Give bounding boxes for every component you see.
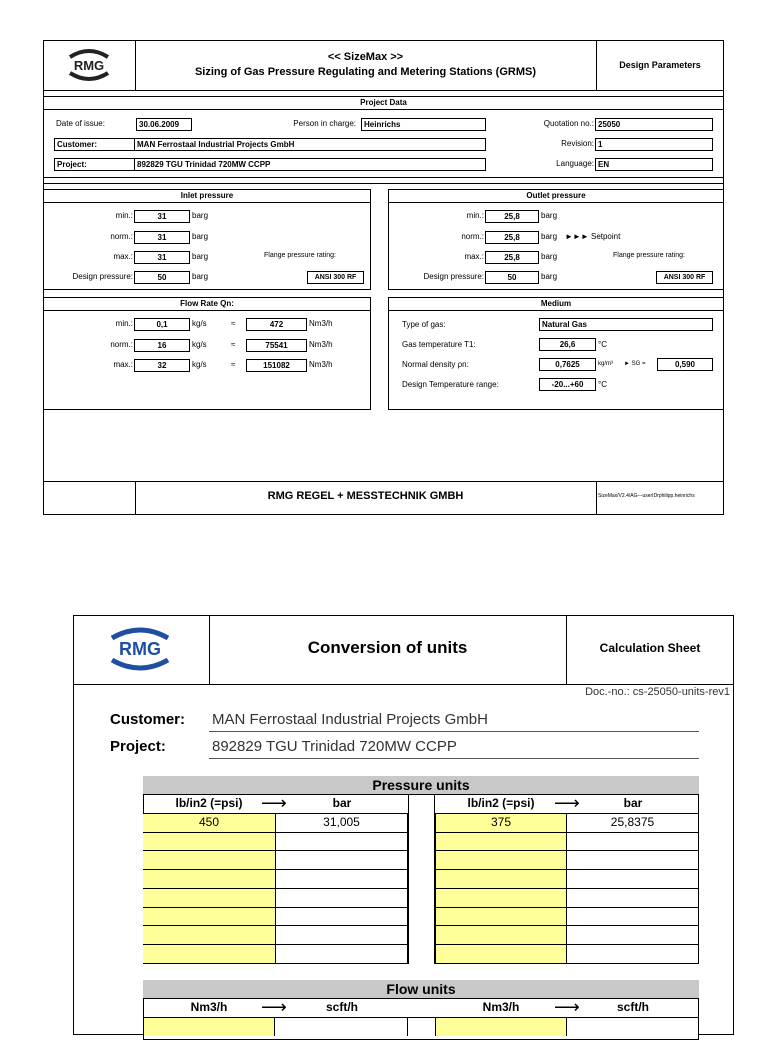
design-parameters-label: Design Parameters [619, 60, 701, 70]
inlet-norm-field[interactable]: 31 [134, 231, 190, 244]
calculation-sheet-label: Calculation Sheet [599, 641, 701, 655]
flow-min-nm3-field[interactable]: 472 [246, 318, 307, 331]
customer-label: Customer: [54, 138, 135, 151]
flow-rate-panel [43, 297, 371, 410]
outlet-design-unit: barg [541, 272, 558, 281]
customer-value: MAN Ferrostaal Industrial Projects GmbH [212, 711, 488, 728]
date-field[interactable]: 30.06.2009 [136, 118, 192, 131]
pressure-psi-input[interactable] [435, 944, 567, 963]
column-gap [408, 795, 435, 964]
project-label: Project: [54, 158, 135, 171]
pressure-bar-output [567, 925, 699, 944]
sg-label: ► SG = [624, 361, 646, 367]
pressure-psi-input[interactable] [435, 869, 567, 888]
flow-max-label: max.: [113, 360, 133, 369]
sg-field[interactable]: 0,590 [657, 358, 713, 371]
inlet-design-label: Design pressure: [72, 272, 133, 281]
flow-output-cell [275, 1018, 408, 1036]
pressure-bar-output [276, 907, 408, 926]
pressure-psi-input[interactable] [143, 888, 276, 907]
outlet-min-unit: barg [541, 211, 558, 220]
outlet-norm-field[interactable]: 25,8 [485, 231, 539, 244]
outlet-pressure-header: Outlet pressure [526, 191, 586, 200]
approx-symbol: ≈ [231, 360, 236, 369]
pressure-bar-output [567, 850, 699, 869]
inlet-max-field[interactable]: 31 [134, 251, 190, 264]
project-data-header: Project Data [360, 98, 407, 107]
footer-path: SizeMax/V2.4/AG---userIDrphilipp.heinrichs [598, 493, 695, 499]
flow-col-scft: scft/h [325, 1000, 358, 1014]
pressure-col-psi: lb/in2 (=psi) [467, 796, 535, 810]
pressure-psi-input[interactable] [143, 944, 276, 963]
quotation-label: Quotation no.: [543, 119, 594, 128]
inlet-max-unit: barg [192, 252, 209, 261]
inlet-norm-unit: barg [192, 232, 209, 241]
flow-norm-kg-field[interactable]: 16 [134, 339, 190, 352]
svg-text:RMG: RMG [119, 639, 161, 659]
arrow-icon: ⟶ [554, 997, 580, 1017]
divider [43, 90, 724, 91]
pressure-bar-output [276, 850, 408, 869]
conversion-title: Conversion of units [307, 638, 468, 657]
gas-type-field[interactable]: Natural Gas [539, 318, 713, 331]
pressure-col-bar: bar [623, 796, 643, 810]
pressure-bar-output [567, 944, 699, 963]
outlet-max-field[interactable]: 25,8 [485, 251, 539, 264]
pressure-bar-output [567, 907, 699, 926]
quotation-field[interactable]: 25050 [595, 118, 713, 131]
pressure-bar-output [567, 869, 699, 888]
pressure-psi-input[interactable] [435, 832, 567, 851]
divider [43, 310, 371, 311]
flow-kg-unit: kg/s [192, 340, 207, 349]
inlet-design-field[interactable]: 50 [134, 271, 190, 284]
divider [73, 684, 734, 685]
language-label: Language: [556, 159, 594, 168]
divider [388, 310, 724, 311]
pressure-bar-output [276, 925, 408, 944]
inlet-flange-label: Flange pressure rating: [264, 252, 336, 259]
medium-header: Medium [540, 299, 572, 308]
inlet-flange-field[interactable]: ANSI 300 RF [307, 271, 364, 284]
outlet-norm-label: norm.: [461, 232, 484, 241]
flow-nm3-unit: Nm3/h [309, 360, 333, 369]
flow-nm3-unit: Nm3/h [309, 319, 333, 328]
outlet-flange-label: Flange pressure rating: [613, 252, 685, 259]
pressure-psi-input[interactable]: 450 [143, 813, 276, 832]
setpoint-marker: ►►► Setpoint [565, 232, 621, 241]
gas-temp-label: Gas temperature T1: [402, 340, 476, 349]
outlet-min-label: min.: [466, 211, 484, 220]
gas-temp-field[interactable]: 26,6 [539, 338, 596, 351]
pressure-bar-output: 25,8375 [567, 813, 699, 832]
approx-symbol: ≈ [231, 319, 236, 328]
inlet-design-unit: barg [192, 272, 209, 281]
inlet-pressure-header: Inlet pressure [180, 191, 234, 200]
flow-min-kg-field[interactable]: 0,1 [134, 318, 190, 331]
approx-symbol: ≈ [231, 340, 236, 349]
pressure-psi-input[interactable] [143, 850, 276, 869]
project-label: Project: [110, 738, 166, 755]
outlet-min-field[interactable]: 25,8 [485, 210, 539, 223]
flow-norm-label: norm.: [110, 340, 133, 349]
flow-min-label: min.: [115, 319, 133, 328]
design-temp-label: Design Temperature range: [402, 380, 499, 389]
pressure-bar-output: 31,005 [276, 813, 408, 832]
pressure-psi-input[interactable] [143, 869, 276, 888]
pressure-bar-output [276, 832, 408, 851]
flow-max-kg-field[interactable]: 32 [134, 359, 190, 372]
medium-panel [388, 297, 724, 410]
gas-type-label: Type of gas: [402, 320, 446, 329]
pressure-bar-output [276, 888, 408, 907]
pressure-psi-input[interactable] [143, 925, 276, 944]
pressure-bar-output [567, 888, 699, 907]
outlet-design-field[interactable]: 50 [485, 271, 539, 284]
doc-number: Doc.-no.: cs-25050-units-rev1 [585, 686, 730, 698]
divider [43, 481, 724, 482]
inlet-min-field[interactable]: 31 [134, 210, 190, 223]
revision-label: Revision: [561, 139, 594, 148]
flow-kg-unit: kg/s [192, 360, 207, 369]
outlet-norm-unit: barg [541, 232, 558, 241]
customer-label: Customer: [110, 711, 186, 728]
arrow-icon: ⟶ [261, 997, 287, 1017]
pressure-psi-input[interactable] [143, 907, 276, 926]
outlet-design-label: Design pressure: [423, 272, 484, 281]
divider [596, 481, 597, 515]
divider [43, 96, 724, 97]
design-temp-field[interactable]: -20...+60 [539, 378, 596, 391]
pressure-bar-output [567, 832, 699, 851]
inlet-min-unit: barg [192, 211, 209, 220]
rmg-logo [104, 625, 176, 673]
pressure-psi-input[interactable]: 375 [435, 813, 567, 832]
project-field[interactable]: 892829 TGU Trinidad 720MW CCPP [134, 158, 486, 171]
density-unit: kg/m³ [598, 361, 613, 367]
flow-input-cell[interactable] [435, 1018, 567, 1036]
arrow-icon: ⟶ [261, 793, 287, 813]
flow-kg-unit: kg/s [192, 319, 207, 328]
outlet-max-label: max.: [464, 252, 484, 261]
divider [43, 183, 724, 184]
divider [43, 109, 724, 110]
svg-text:RMG: RMG [73, 58, 105, 73]
density-field[interactable]: 0,7625 [539, 358, 596, 371]
pressure-psi-input[interactable] [435, 850, 567, 869]
flow-nm3-unit: Nm3/h [309, 340, 333, 349]
pressure-bar-output [276, 869, 408, 888]
divider [43, 202, 371, 203]
divider [43, 177, 724, 178]
gas-temp-unit: °C [598, 340, 607, 349]
inlet-min-label: min.: [115, 211, 133, 220]
footer-company: RMG REGEL + MESSTECHNIK GMBH [267, 490, 464, 502]
outlet-max-unit: barg [541, 252, 558, 261]
underline [209, 731, 699, 732]
inlet-max-label: max.: [113, 252, 133, 261]
revision-field[interactable]: 1 [595, 138, 713, 151]
language-field[interactable]: EN [595, 158, 713, 171]
flow-units-header: Flow units [143, 980, 699, 999]
rmg-logo [62, 47, 116, 83]
title-line2: Sizing of Gas Pressure Regulating and Metering Stations (GRMS) [194, 66, 537, 78]
flow-col-scft: scft/h [616, 1000, 649, 1014]
arrow-icon: ⟶ [554, 793, 580, 813]
date-label: Date of issue: [56, 119, 105, 128]
design-temp-unit: °C [598, 380, 607, 389]
title-line1: << SizeMax >> [327, 51, 404, 63]
inlet-norm-label: norm.: [110, 232, 133, 241]
pressure-bar-output [276, 944, 408, 963]
pressure-psi-input[interactable] [435, 907, 567, 926]
flow-input-cell[interactable] [144, 1018, 275, 1036]
flow-max-nm3-field[interactable]: 151082 [246, 359, 307, 372]
pressure-col-psi: lb/in2 (=psi) [175, 796, 243, 810]
flow-col-nm3: Nm3/h [482, 1000, 520, 1014]
density-label: Normal density ρn: [402, 360, 469, 369]
pressure-units-header: Pressure units [143, 776, 699, 795]
outlet-flange-field[interactable]: ANSI 300 RF [656, 271, 713, 284]
underline [209, 758, 699, 759]
flow-col-nm3: Nm3/h [190, 1000, 228, 1014]
person-label: Person in charge: [293, 119, 356, 128]
pressure-col-bar: bar [332, 796, 352, 810]
person-field[interactable]: Heinrichs [361, 118, 486, 131]
flow-norm-nm3-field[interactable]: 75541 [246, 339, 307, 352]
pressure-psi-input[interactable] [435, 888, 567, 907]
project-value: 892829 TGU Trinidad 720MW CCPP [212, 738, 457, 755]
customer-field[interactable]: MAN Ferrostaal Industrial Projects GmbH [134, 138, 486, 151]
divider [388, 202, 724, 203]
pressure-psi-input[interactable] [143, 832, 276, 851]
flow-rate-header: Flow Rate Qn: [180, 299, 234, 308]
pressure-psi-input[interactable] [435, 925, 567, 944]
